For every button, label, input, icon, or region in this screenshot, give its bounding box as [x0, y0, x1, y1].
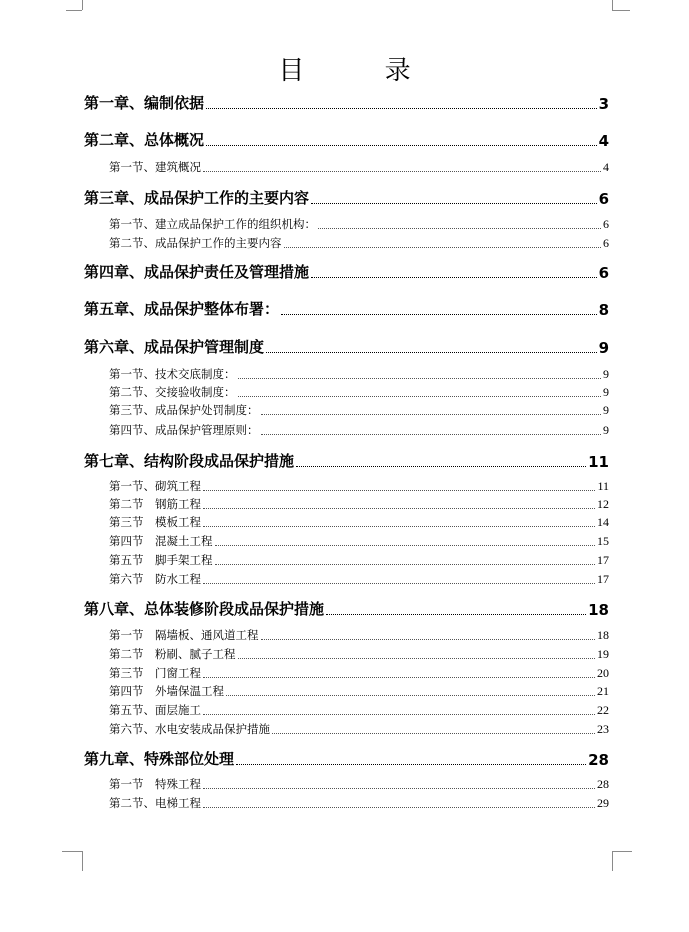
dot-leader [261, 639, 596, 640]
toc-entry-page-number: 28 [597, 777, 609, 791]
toc-entry-label: 第三节 模板工程 [109, 515, 201, 529]
dot-leader [311, 203, 597, 204]
dot-leader [203, 171, 601, 172]
toc-entry-page-number: 9 [603, 403, 609, 417]
dot-leader [203, 583, 595, 584]
toc-section-entry[interactable] [109, 423, 609, 438]
dot-leader [326, 614, 586, 615]
toc-chapter-entry[interactable] [84, 188, 609, 208]
toc-entry-page-number: 21 [597, 684, 609, 698]
toc-section-entry[interactable] [109, 777, 609, 792]
toc-entry-label: 第一节 特殊工程 [109, 777, 201, 791]
toc-entry-label: 第二节、交接验收制度： [109, 385, 236, 399]
toc-entry-page-number: 17 [597, 572, 609, 586]
toc-entry-page-number: 18 [597, 628, 609, 642]
toc-entry-page-number: 19 [597, 647, 609, 661]
dot-leader [215, 545, 596, 546]
toc-entry-page-number: 18 [588, 601, 609, 619]
toc-entry-page-number: 15 [597, 534, 609, 548]
toc-entry-page-number: 9 [603, 367, 609, 381]
dot-leader [203, 807, 595, 808]
toc-entry-page-number: 6 [603, 217, 609, 231]
toc-section-entry[interactable] [109, 479, 609, 494]
toc-entry-page-number: 4 [603, 160, 609, 174]
crop-mark-bottom-left-vertical [82, 851, 83, 871]
dot-leader [206, 108, 597, 109]
toc-chapter-entry[interactable] [84, 337, 609, 357]
toc-section-entry[interactable] [109, 160, 609, 175]
toc-entry-page-number: 11 [597, 479, 609, 493]
toc-section-entry[interactable] [109, 403, 609, 418]
crop-mark-bottom-right [612, 851, 632, 852]
dot-leader [203, 677, 595, 678]
toc-entry-page-number: 23 [597, 722, 609, 736]
toc-entry-page-number: 22 [597, 703, 609, 717]
toc-chapter-entry[interactable] [84, 749, 609, 769]
dot-leader [284, 247, 602, 248]
toc-entry-label: 第八章、总体装修阶段成品保护措施 [84, 600, 325, 618]
toc-entry-label: 第一节、建立成品保护工作的组织机构： [109, 217, 316, 231]
toc-entry-label: 第五节、面层施工 [109, 703, 201, 717]
toc-entry-label: 第一章、编制依据 [84, 94, 205, 112]
crop-mark-bottom-left [62, 851, 82, 852]
toc-entry-label: 第九章、特殊部位处理 [84, 750, 235, 768]
toc-entry-label: 第一节 隔墙板、通风道工程 [109, 628, 259, 642]
dot-leader [261, 414, 602, 415]
toc-entry-label: 第二节 粉刷、腻子工程 [109, 647, 236, 661]
dot-leader [215, 564, 596, 565]
toc-section-entry[interactable] [109, 796, 609, 811]
dot-leader [236, 764, 586, 765]
toc-entry-label: 第六章、成品保护管理制度 [84, 338, 265, 356]
toc-entry-page-number: 12 [597, 497, 609, 511]
toc-entry-label: 第四章、成品保护责任及管理措施 [84, 263, 310, 281]
dot-leader [238, 378, 602, 379]
dot-leader [226, 695, 595, 696]
toc-entry-label: 第一节、建筑概况 [109, 160, 201, 174]
toc-entry-label: 第二节、电梯工程 [109, 796, 201, 810]
toc-section-entry[interactable] [109, 367, 609, 382]
toc-entry-page-number: 9 [598, 339, 609, 357]
toc-section-entry[interactable] [109, 515, 609, 530]
crop-mark-top-right [612, 10, 630, 11]
toc-entry-label: 第二章、总体概况 [84, 131, 205, 149]
toc-entry-label: 第一节、砌筑工程 [109, 479, 201, 493]
toc-entry-label: 第一节、技术交底制度： [109, 367, 236, 381]
toc-entry-page-number: 29 [597, 796, 609, 810]
toc-chapter-entry[interactable] [84, 299, 609, 319]
dot-leader [203, 490, 595, 491]
toc-entry-label: 第二节 钢筋工程 [109, 497, 201, 511]
crop-mark-top-left [66, 10, 82, 11]
toc-chapter-entry[interactable] [84, 130, 609, 150]
crop-mark-bottom-right-vertical [612, 851, 613, 871]
dot-leader [238, 396, 602, 397]
toc-section-entry[interactable] [109, 217, 609, 232]
dot-leader [203, 508, 595, 509]
toc-entry-page-number: 17 [597, 553, 609, 567]
toc-section-entry[interactable] [109, 647, 609, 662]
dot-leader [206, 145, 597, 146]
toc-entry-page-number: 4 [598, 132, 609, 150]
toc-entry-label: 第五节 脚手架工程 [109, 553, 213, 567]
toc-entry-label: 第六节、水电安装成品保护措施 [109, 722, 270, 736]
toc-entry-label: 第四节 外墙保温工程 [109, 684, 224, 698]
toc-entry-label: 第四节 混凝土工程 [109, 534, 213, 548]
toc-section-entry[interactable] [109, 553, 609, 568]
toc-section-entry[interactable] [109, 385, 609, 400]
toc-entry-page-number: 9 [603, 385, 609, 399]
toc-section-entry[interactable] [109, 236, 609, 251]
toc-entry-label: 第三节、成品保护处罚制度： [109, 403, 259, 417]
toc-chapter-entry[interactable] [84, 262, 609, 282]
toc-chapter-entry[interactable] [84, 93, 609, 113]
toc-chapter-entry[interactable] [84, 599, 609, 619]
toc-entry-page-number: 6 [598, 190, 609, 208]
toc-section-entry[interactable] [109, 534, 609, 549]
toc-section-entry[interactable] [109, 628, 609, 643]
toc-entry-page-number: 8 [598, 301, 609, 319]
toc-entry-page-number: 28 [588, 751, 609, 769]
dot-leader [238, 658, 596, 659]
toc-entry-label: 第五章、成品保护整体布署： [84, 300, 280, 318]
crop-mark-top-left-vertical [82, 0, 83, 10]
toc-entry-label: 第四节、成品保护管理原则： [109, 423, 259, 437]
toc-section-entry[interactable] [109, 722, 609, 737]
dot-leader [318, 228, 601, 229]
toc-chapter-entry[interactable] [84, 451, 609, 471]
toc-entry-label: 第七章、结构阶段成品保护措施 [84, 452, 295, 470]
toc-section-entry[interactable] [109, 666, 609, 681]
toc-section-entry[interactable] [109, 684, 609, 699]
toc-entry-page-number: 3 [598, 95, 609, 113]
toc-entry-page-number: 14 [597, 515, 609, 529]
toc-entry-label: 第三节 门窗工程 [109, 666, 201, 680]
toc-entry-page-number: 9 [603, 423, 609, 437]
toc-entry-page-number: 6 [598, 264, 609, 282]
dot-leader [272, 733, 595, 734]
toc-entry-label: 第三章、成品保护工作的主要内容 [84, 189, 310, 207]
dot-leader [296, 466, 586, 467]
crop-mark-top-right-vertical [612, 0, 613, 10]
dot-leader [203, 788, 595, 789]
dot-leader [281, 314, 597, 315]
toc-entry-label: 第六节 防水工程 [109, 572, 201, 586]
dot-leader [266, 352, 597, 353]
toc-title: 目 录 [278, 56, 447, 86]
toc-section-entry[interactable] [109, 497, 609, 512]
toc-entry-page-number: 20 [597, 666, 609, 680]
toc-entry-page-number: 6 [603, 236, 609, 250]
toc-entry-label: 第二节、成品保护工作的主要内容 [109, 236, 282, 250]
dot-leader [203, 714, 595, 715]
dot-leader [261, 434, 602, 435]
toc-section-entry[interactable] [109, 703, 609, 718]
dot-leader [203, 526, 595, 527]
dot-leader [311, 277, 597, 278]
toc-entry-page-number: 11 [588, 453, 609, 471]
toc-section-entry[interactable] [109, 572, 609, 587]
